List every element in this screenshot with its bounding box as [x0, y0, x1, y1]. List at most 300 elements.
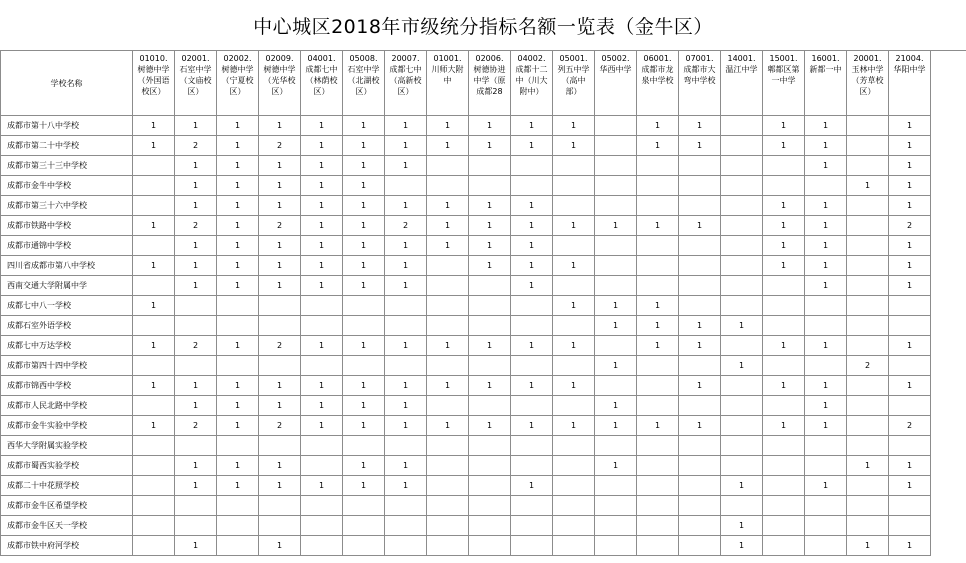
quota-cell[interactable]: 1	[385, 196, 427, 216]
quota-cell[interactable]	[259, 316, 301, 336]
quota-cell[interactable]	[637, 476, 679, 496]
quota-cell[interactable]	[343, 516, 385, 536]
quota-cell[interactable]: 1	[175, 456, 217, 476]
quota-cell[interactable]	[511, 396, 553, 416]
quota-cell[interactable]	[763, 516, 805, 536]
quota-cell[interactable]	[679, 456, 721, 476]
quota-cell[interactable]	[679, 536, 721, 556]
quota-cell[interactable]	[385, 316, 427, 336]
quota-cell[interactable]	[427, 176, 469, 196]
quota-cell[interactable]: 2	[385, 216, 427, 236]
quota-cell[interactable]: 1	[175, 256, 217, 276]
quota-cell[interactable]: 1	[385, 416, 427, 436]
quota-cell[interactable]	[679, 196, 721, 216]
quota-cell[interactable]: 1	[427, 236, 469, 256]
quota-cell[interactable]: 1	[301, 216, 343, 236]
quota-cell[interactable]: 1	[217, 256, 259, 276]
quota-cell[interactable]: 1	[889, 256, 931, 276]
quota-cell[interactable]	[553, 496, 595, 516]
quota-cell[interactable]	[637, 376, 679, 396]
quota-cell[interactable]	[679, 436, 721, 456]
quota-cell[interactable]	[595, 176, 637, 196]
quota-cell[interactable]	[259, 516, 301, 536]
school-name-cell[interactable]: 西南交通大学附属中学	[1, 276, 133, 296]
quota-cell[interactable]: 1	[343, 236, 385, 256]
quota-cell[interactable]	[301, 296, 343, 316]
school-name-cell[interactable]: 成都市第三十六中学校	[1, 196, 133, 216]
quota-cell[interactable]: 1	[511, 276, 553, 296]
quota-cell[interactable]	[511, 496, 553, 516]
quota-cell[interactable]	[133, 456, 175, 476]
quota-cell[interactable]	[217, 296, 259, 316]
quota-cell[interactable]	[889, 396, 931, 416]
quota-cell[interactable]: 1	[259, 276, 301, 296]
quota-cell[interactable]	[637, 236, 679, 256]
quota-cell[interactable]	[721, 276, 763, 296]
quota-cell[interactable]	[343, 296, 385, 316]
quota-cell[interactable]: 1	[217, 396, 259, 416]
quota-cell[interactable]	[343, 356, 385, 376]
quota-cell[interactable]: 1	[301, 196, 343, 216]
quota-cell[interactable]	[469, 176, 511, 196]
quota-cell[interactable]	[847, 416, 889, 436]
quota-cell[interactable]	[721, 176, 763, 196]
quota-cell[interactable]: 1	[721, 516, 763, 536]
quota-cell[interactable]	[847, 376, 889, 396]
school-name-cell[interactable]: 成都市铁中府河学校	[1, 536, 133, 556]
quota-cell[interactable]	[595, 276, 637, 296]
quota-cell[interactable]	[805, 456, 847, 476]
quota-cell[interactable]: 1	[259, 196, 301, 216]
quota-cell[interactable]	[469, 436, 511, 456]
quota-cell[interactable]: 1	[259, 476, 301, 496]
quota-cell[interactable]: 1	[259, 156, 301, 176]
quota-cell[interactable]: 1	[175, 196, 217, 216]
quota-cell[interactable]: 2	[175, 136, 217, 156]
header-school-name[interactable]: 学校名称	[1, 51, 133, 116]
quota-cell[interactable]	[763, 396, 805, 416]
column-header[interactable]	[679, 51, 721, 116]
quota-cell[interactable]	[385, 536, 427, 556]
quota-cell[interactable]: 1	[847, 456, 889, 476]
quota-cell[interactable]: 1	[763, 136, 805, 156]
quota-cell[interactable]	[133, 516, 175, 536]
quota-cell[interactable]	[259, 296, 301, 316]
school-name-cell[interactable]: 成都市第四十四中学校	[1, 356, 133, 376]
column-header[interactable]	[847, 51, 889, 116]
quota-cell[interactable]	[469, 156, 511, 176]
quota-cell[interactable]	[553, 476, 595, 496]
quota-cell[interactable]	[763, 496, 805, 516]
quota-cell[interactable]	[427, 296, 469, 316]
quota-cell[interactable]: 1	[805, 156, 847, 176]
quota-cell[interactable]	[679, 256, 721, 276]
quota-cell[interactable]: 1	[133, 296, 175, 316]
quota-cell[interactable]: 1	[217, 116, 259, 136]
quota-cell[interactable]	[847, 436, 889, 456]
quota-cell[interactable]	[511, 516, 553, 536]
column-header[interactable]	[385, 51, 427, 116]
quota-cell[interactable]: 1	[217, 236, 259, 256]
quota-cell[interactable]: 1	[763, 236, 805, 256]
school-name-cell[interactable]: 成都市金牛实验中学校	[1, 416, 133, 436]
quota-cell[interactable]	[511, 156, 553, 176]
quota-cell[interactable]	[637, 356, 679, 376]
quota-cell[interactable]	[595, 516, 637, 536]
quota-cell[interactable]	[721, 396, 763, 416]
school-name-cell[interactable]: 成都市锦西中学校	[1, 376, 133, 396]
quota-cell[interactable]	[805, 176, 847, 196]
quota-cell[interactable]: 1	[175, 476, 217, 496]
quota-cell[interactable]: 1	[259, 256, 301, 276]
quota-cell[interactable]	[553, 396, 595, 416]
quota-cell[interactable]	[175, 516, 217, 536]
quota-cell[interactable]: 1	[217, 476, 259, 496]
quota-cell[interactable]	[385, 436, 427, 456]
quota-cell[interactable]	[553, 276, 595, 296]
school-name-cell[interactable]: 成都市第三十三中学校	[1, 156, 133, 176]
quota-cell[interactable]	[721, 256, 763, 276]
quota-cell[interactable]	[637, 276, 679, 296]
quota-cell[interactable]	[595, 376, 637, 396]
quota-cell[interactable]	[721, 136, 763, 156]
quota-cell[interactable]: 1	[469, 376, 511, 396]
quota-cell[interactable]: 1	[259, 536, 301, 556]
quota-cell[interactable]: 1	[385, 456, 427, 476]
quota-cell[interactable]	[763, 476, 805, 496]
quota-cell[interactable]: 1	[763, 256, 805, 276]
quota-cell[interactable]: 1	[259, 116, 301, 136]
quota-cell[interactable]: 1	[553, 416, 595, 436]
quota-cell[interactable]: 1	[301, 136, 343, 156]
quota-cell[interactable]: 1	[763, 376, 805, 396]
quota-cell[interactable]	[553, 356, 595, 376]
quota-cell[interactable]: 1	[889, 196, 931, 216]
quota-cell[interactable]	[595, 436, 637, 456]
quota-cell[interactable]	[301, 516, 343, 536]
quota-cell[interactable]: 1	[343, 176, 385, 196]
quota-cell[interactable]: 1	[427, 196, 469, 216]
quota-cell[interactable]	[637, 196, 679, 216]
quota-cell[interactable]: 1	[889, 236, 931, 256]
column-header[interactable]	[133, 51, 175, 116]
quota-cell[interactable]: 1	[175, 376, 217, 396]
quota-cell[interactable]	[805, 316, 847, 336]
quota-cell[interactable]: 1	[343, 136, 385, 156]
quota-cell[interactable]	[805, 516, 847, 536]
school-name-cell[interactable]: 成都市铁路中学校	[1, 216, 133, 236]
quota-cell[interactable]: 1	[217, 196, 259, 216]
quota-cell[interactable]: 1	[553, 256, 595, 276]
quota-cell[interactable]: 1	[259, 236, 301, 256]
quota-cell[interactable]: 1	[595, 316, 637, 336]
quota-cell[interactable]	[427, 276, 469, 296]
quota-cell[interactable]: 1	[301, 276, 343, 296]
column-header[interactable]	[805, 51, 847, 116]
quota-cell[interactable]: 2	[175, 216, 217, 236]
quota-cell[interactable]	[511, 176, 553, 196]
quota-cell[interactable]	[511, 436, 553, 456]
quota-cell[interactable]	[553, 316, 595, 336]
quota-cell[interactable]	[133, 176, 175, 196]
quota-cell[interactable]: 1	[763, 416, 805, 436]
quota-cell[interactable]	[217, 436, 259, 456]
school-name-cell[interactable]: 成都市金牛区天一学校	[1, 516, 133, 536]
column-header[interactable]	[595, 51, 637, 116]
column-header[interactable]	[889, 51, 931, 116]
quota-cell[interactable]: 1	[133, 256, 175, 276]
quota-cell[interactable]: 1	[469, 236, 511, 256]
quota-cell[interactable]	[511, 316, 553, 336]
quota-cell[interactable]: 1	[805, 396, 847, 416]
quota-cell[interactable]: 1	[553, 296, 595, 316]
quota-cell[interactable]: 2	[889, 216, 931, 236]
quota-cell[interactable]	[721, 436, 763, 456]
quota-cell[interactable]: 2	[259, 216, 301, 236]
quota-cell[interactable]: 1	[889, 376, 931, 396]
quota-cell[interactable]: 1	[469, 136, 511, 156]
school-name-cell[interactable]: 成都市金牛区希望学校	[1, 496, 133, 516]
quota-cell[interactable]	[889, 436, 931, 456]
school-name-cell[interactable]: 成都市第二十中学校	[1, 136, 133, 156]
quota-cell[interactable]	[679, 496, 721, 516]
quota-cell[interactable]: 1	[133, 136, 175, 156]
quota-cell[interactable]	[847, 276, 889, 296]
quota-cell[interactable]: 1	[889, 176, 931, 196]
quota-cell[interactable]	[679, 156, 721, 176]
quota-cell[interactable]: 1	[385, 376, 427, 396]
quota-cell[interactable]	[805, 356, 847, 376]
quota-cell[interactable]: 1	[175, 116, 217, 136]
quota-cell[interactable]: 1	[637, 336, 679, 356]
quota-cell[interactable]: 1	[889, 136, 931, 156]
quota-cell[interactable]	[721, 456, 763, 476]
quota-cell[interactable]: 1	[805, 196, 847, 216]
quota-cell[interactable]: 1	[847, 536, 889, 556]
quota-cell[interactable]: 1	[595, 296, 637, 316]
quota-cell[interactable]	[889, 356, 931, 376]
quota-cell[interactable]	[595, 136, 637, 156]
quota-cell[interactable]: 1	[259, 176, 301, 196]
quota-cell[interactable]	[847, 136, 889, 156]
quota-cell[interactable]: 1	[511, 196, 553, 216]
quota-cell[interactable]	[847, 296, 889, 316]
quota-cell[interactable]: 1	[637, 416, 679, 436]
quota-cell[interactable]	[847, 156, 889, 176]
quota-cell[interactable]: 1	[217, 156, 259, 176]
quota-cell[interactable]	[763, 436, 805, 456]
quota-cell[interactable]: 1	[511, 236, 553, 256]
quota-cell[interactable]: 1	[511, 476, 553, 496]
quota-cell[interactable]	[427, 536, 469, 556]
quota-cell[interactable]: 1	[301, 376, 343, 396]
column-header[interactable]	[343, 51, 385, 116]
quota-cell[interactable]	[805, 536, 847, 556]
quota-cell[interactable]: 1	[343, 376, 385, 396]
quota-cell[interactable]	[469, 536, 511, 556]
quota-cell[interactable]	[217, 536, 259, 556]
quota-cell[interactable]: 1	[385, 156, 427, 176]
quota-cell[interactable]	[343, 496, 385, 516]
quota-cell[interactable]: 1	[217, 376, 259, 396]
quota-cell[interactable]: 1	[553, 216, 595, 236]
column-header[interactable]	[721, 51, 763, 116]
quota-cell[interactable]: 1	[805, 136, 847, 156]
school-name-cell[interactable]: 成都石室外语学校	[1, 316, 133, 336]
quota-cell[interactable]	[469, 456, 511, 476]
quota-cell[interactable]: 1	[721, 356, 763, 376]
quota-cell[interactable]	[847, 336, 889, 356]
quota-cell[interactable]	[637, 456, 679, 476]
quota-cell[interactable]	[301, 456, 343, 476]
quota-cell[interactable]	[133, 536, 175, 556]
quota-cell[interactable]	[721, 496, 763, 516]
quota-cell[interactable]: 1	[469, 116, 511, 136]
quota-cell[interactable]	[595, 336, 637, 356]
quota-cell[interactable]	[427, 156, 469, 176]
quota-cell[interactable]	[427, 496, 469, 516]
quota-cell[interactable]: 1	[637, 216, 679, 236]
quota-cell[interactable]: 1	[679, 336, 721, 356]
quota-cell[interactable]	[175, 436, 217, 456]
quota-cell[interactable]	[679, 396, 721, 416]
quota-cell[interactable]: 1	[259, 396, 301, 416]
quota-cell[interactable]: 1	[595, 456, 637, 476]
quota-cell[interactable]: 1	[385, 136, 427, 156]
quota-cell[interactable]	[133, 276, 175, 296]
quota-cell[interactable]: 1	[679, 116, 721, 136]
quota-cell[interactable]: 1	[889, 156, 931, 176]
quota-cell[interactable]: 1	[133, 336, 175, 356]
quota-cell[interactable]: 2	[175, 336, 217, 356]
quota-cell[interactable]: 1	[175, 176, 217, 196]
quota-cell[interactable]: 1	[763, 196, 805, 216]
quota-cell[interactable]: 1	[553, 376, 595, 396]
quota-cell[interactable]	[133, 396, 175, 416]
quota-cell[interactable]: 1	[175, 156, 217, 176]
quota-cell[interactable]	[679, 476, 721, 496]
quota-cell[interactable]: 1	[889, 336, 931, 356]
quota-cell[interactable]: 1	[385, 396, 427, 416]
quota-cell[interactable]: 1	[889, 276, 931, 296]
quota-cell[interactable]: 1	[679, 376, 721, 396]
quota-cell[interactable]	[553, 196, 595, 216]
quota-cell[interactable]	[637, 396, 679, 416]
quota-cell[interactable]: 1	[469, 336, 511, 356]
quota-cell[interactable]: 1	[301, 476, 343, 496]
quota-cell[interactable]	[595, 116, 637, 136]
quota-cell[interactable]: 1	[469, 196, 511, 216]
quota-cell[interactable]	[511, 456, 553, 476]
quota-cell[interactable]	[553, 236, 595, 256]
quota-cell[interactable]	[427, 396, 469, 416]
quota-cell[interactable]: 1	[721, 536, 763, 556]
quota-cell[interactable]	[847, 496, 889, 516]
quota-cell[interactable]	[805, 436, 847, 456]
quota-cell[interactable]: 1	[637, 136, 679, 156]
quota-cell[interactable]: 1	[805, 116, 847, 136]
quota-cell[interactable]	[511, 296, 553, 316]
quota-cell[interactable]	[721, 116, 763, 136]
quota-cell[interactable]: 1	[679, 216, 721, 236]
quota-cell[interactable]	[553, 156, 595, 176]
quota-cell[interactable]	[763, 276, 805, 296]
quota-cell[interactable]	[427, 476, 469, 496]
quota-cell[interactable]	[343, 536, 385, 556]
quota-cell[interactable]	[679, 236, 721, 256]
quota-cell[interactable]: 1	[343, 336, 385, 356]
quota-cell[interactable]	[847, 216, 889, 236]
quota-cell[interactable]: 1	[385, 236, 427, 256]
quota-cell[interactable]: 1	[805, 236, 847, 256]
column-header[interactable]	[175, 51, 217, 116]
quota-cell[interactable]: 1	[175, 276, 217, 296]
quota-cell[interactable]: 1	[217, 136, 259, 156]
quota-cell[interactable]: 1	[385, 476, 427, 496]
quota-cell[interactable]	[217, 496, 259, 516]
quota-cell[interactable]: 1	[385, 116, 427, 136]
quota-cell[interactable]	[427, 436, 469, 456]
quota-cell[interactable]	[763, 296, 805, 316]
quota-cell[interactable]: 1	[679, 416, 721, 436]
quota-cell[interactable]	[511, 356, 553, 376]
quota-cell[interactable]: 1	[427, 136, 469, 156]
quota-cell[interactable]: 1	[301, 396, 343, 416]
quota-cell[interactable]: 1	[217, 276, 259, 296]
quota-cell[interactable]: 1	[889, 456, 931, 476]
column-header[interactable]	[763, 51, 805, 116]
quota-cell[interactable]: 1	[595, 356, 637, 376]
quota-cell[interactable]: 1	[637, 116, 679, 136]
quota-cell[interactable]: 1	[343, 276, 385, 296]
quota-cell[interactable]	[469, 296, 511, 316]
quota-cell[interactable]: 1	[595, 396, 637, 416]
quota-cell[interactable]	[847, 396, 889, 416]
quota-cell[interactable]	[595, 236, 637, 256]
quota-cell[interactable]: 1	[511, 256, 553, 276]
quota-cell[interactable]	[469, 316, 511, 336]
quota-cell[interactable]: 1	[805, 216, 847, 236]
quota-cell[interactable]	[679, 176, 721, 196]
quota-cell[interactable]	[637, 436, 679, 456]
quota-cell[interactable]	[763, 456, 805, 476]
quota-cell[interactable]	[133, 236, 175, 256]
quota-cell[interactable]: 1	[763, 336, 805, 356]
quota-cell[interactable]: 1	[343, 396, 385, 416]
quota-cell[interactable]: 1	[217, 176, 259, 196]
quota-cell[interactable]	[889, 316, 931, 336]
quota-cell[interactable]	[637, 496, 679, 516]
quota-cell[interactable]: 1	[427, 216, 469, 236]
quota-cell[interactable]: 1	[217, 216, 259, 236]
school-name-cell[interactable]: 成都市第十八中学校	[1, 116, 133, 136]
quota-cell[interactable]: 1	[553, 336, 595, 356]
quota-cell[interactable]	[175, 316, 217, 336]
quota-cell[interactable]: 1	[721, 476, 763, 496]
quota-cell[interactable]: 1	[343, 256, 385, 276]
quota-cell[interactable]: 1	[343, 196, 385, 216]
quota-cell[interactable]	[763, 356, 805, 376]
quota-cell[interactable]	[637, 516, 679, 536]
quota-cell[interactable]: 1	[385, 336, 427, 356]
quota-cell[interactable]: 1	[427, 376, 469, 396]
quota-cell[interactable]	[469, 396, 511, 416]
quota-cell[interactable]	[469, 276, 511, 296]
quota-cell[interactable]	[385, 356, 427, 376]
quota-cell[interactable]	[721, 216, 763, 236]
school-name-cell[interactable]: 成都市金牛中学校	[1, 176, 133, 196]
quota-cell[interactable]: 1	[427, 116, 469, 136]
